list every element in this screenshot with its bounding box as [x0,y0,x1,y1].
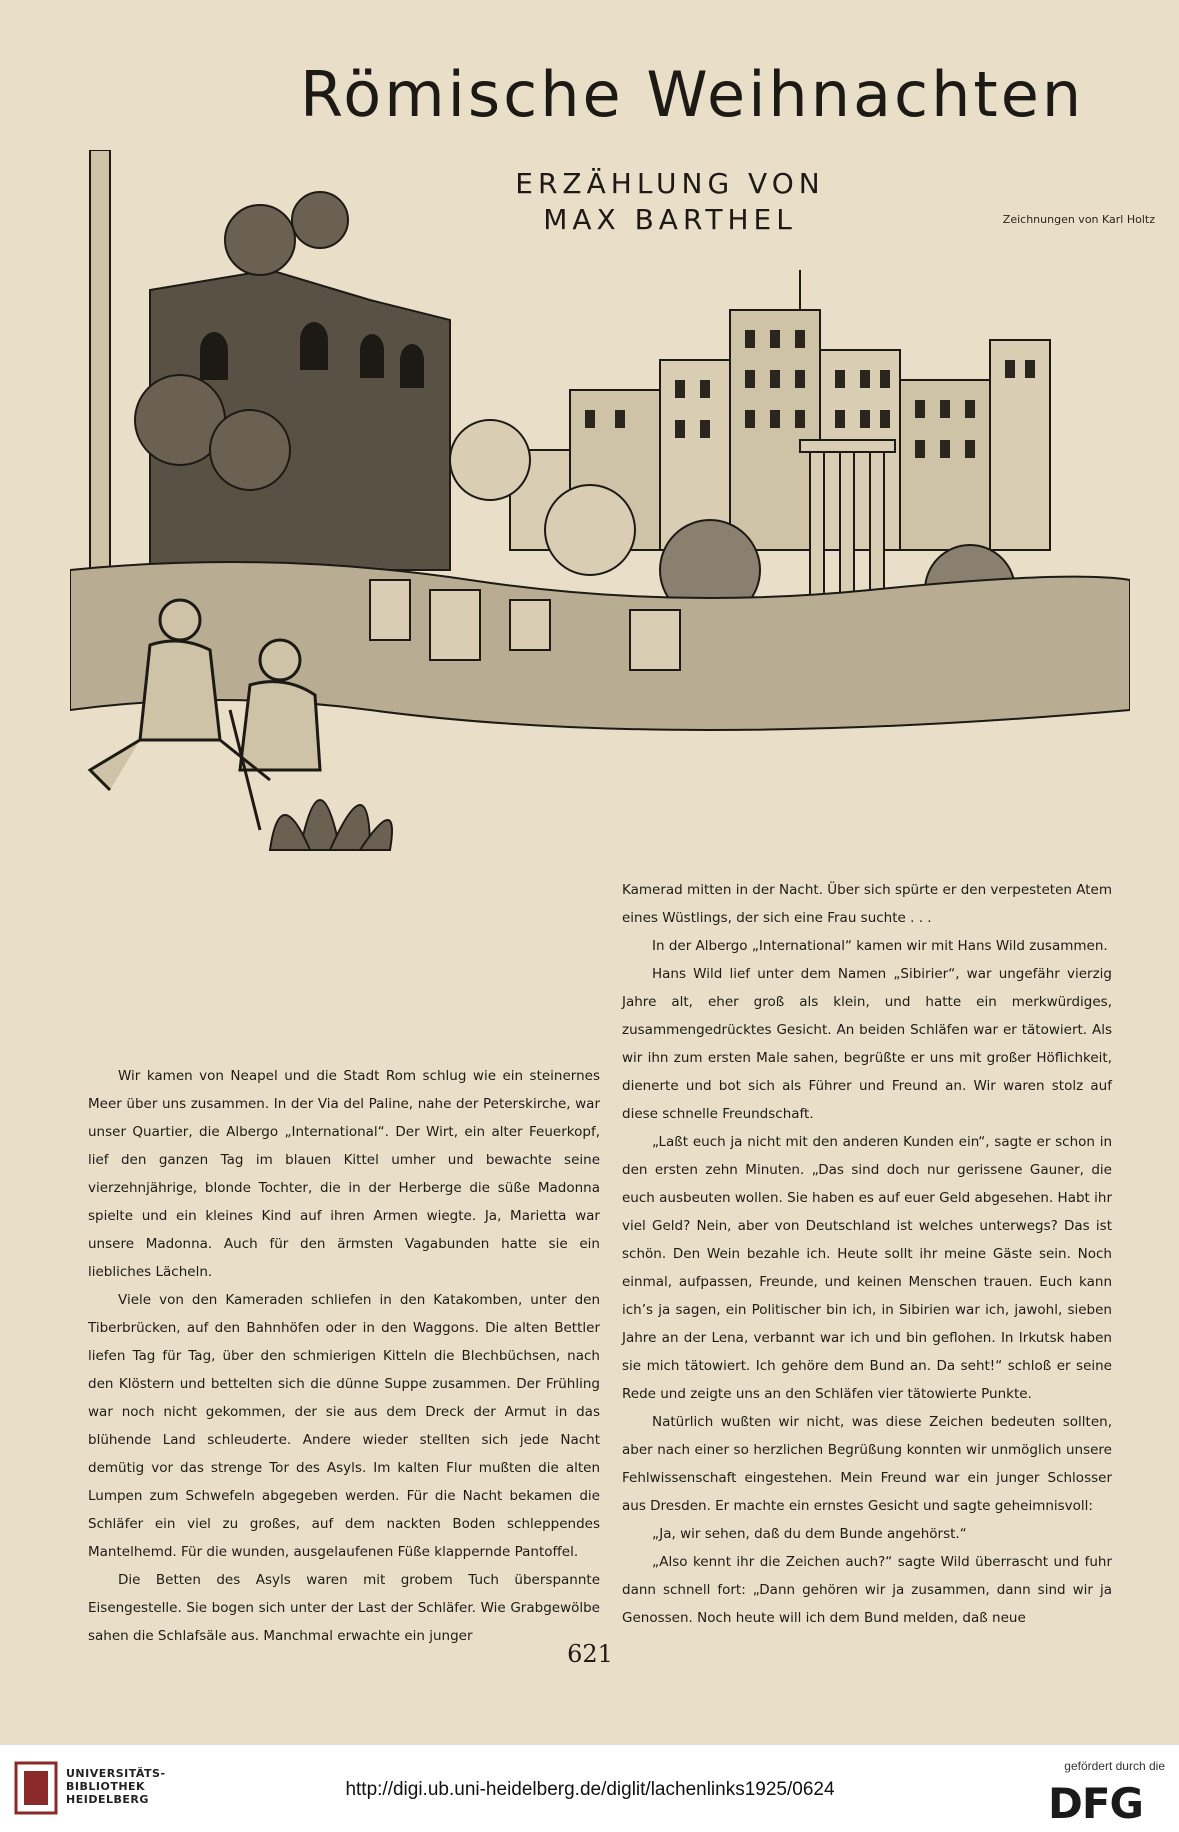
paragraph: „Ja, wir sehen, daß du dem Bunde angehörst.“ [652,1526,967,1542]
paragraph: Kamerad mitten in der Nacht. Über sich spürte er den verpesteten Atem eines Wüstlings, der sich eine Frau suchte . . . [622,882,1112,926]
illustration-credit: Zeichnungen von Karl Holtz [1002,213,1155,226]
viewer-footer [0,1744,1179,1832]
page-number: 621 [567,1640,613,1668]
text-column-right [622,876,1112,1632]
paragraph: „Laßt euch ja nicht mit den anderen Kunden ein“, sagte er schon in den ersten zehn Minuten. „Das sind doch nur gerissene Gauner, die euch ausbeuten wollen. Sie haben es auf euer Geld abgesehen. Habt ihr viel Geld? Nein, aber von Deutschland ist welches unterwegs? Das ist schön. Den Wein bezahle ich. Heute sollt ihr meine Gäste sein. Noch einmal, aufpassen, Freunde, und keinen Menschen trauen. Euch kann ich’s ja sagen, ein Politischer bin ich, in Sibirien war ich, jawohl, sieben Jahre an der Lena, verbannt war ich und bin geflohen. In Irkutsk haben sie mich tätowiert. Ich gehöre dem Bund an. Da seht!“ schloß er seine Rede und zeigte uns an den Schläfen vier tätowierte Punkte. [622,1134,1112,1402]
paragraph: Die Betten des Asyls waren mit grobem Tuch überspannte Eisengestelle. Sie bogen sich unter der Last der Schläfer. Wie Grabgewölbe sahen die Schlafsäle aus. Manchmal erwachte ein junger [88,1572,600,1644]
paragraph: In der Albergo „International“ kamen wir mit Hans Wild zusammen. [652,938,1108,954]
paragraph: Viele von den Kameraden schliefen in den Katakomben, unter den Tiberbrücken, auf den Bahnhöfen oder in den Waggons. Die alten Bettler liefen Tag für Tag, über den schmierigen Kitteln die Blechbüchsen, nach den Klöstern und bettelten sich die dünne Suppe zusammen. Der Frühling war noch nicht gekommen, der sie aus dem Dreck der Armut in das blühende Land schleuderte. Andere wieder stellten sich jede Nacht demütig vor das strenge Tor des Asyls. Im kalten Flur mußten die alten Lumpen zum Schwefeln abgegeben werden. Für die Nacht bekamen die Schläfer ein viel zu großes, auf dem nackten Boden schleppendes Mantelhemd. Für die wunden, ausgelaufenen Füße klappernde Pantoffel. [88,1292,600,1560]
permalink-url[interactable]: http://digi.ub.uni-heidelberg.de/diglit/lachenlinks1925/0624 [345,1779,835,1800]
text-column-left [88,1062,600,1650]
paragraph: Wir kamen von Neapel und die Stadt Rom schlug wie ein steinernes Meer über uns zusammen. In der Via del Paline, nahe der Peterskirche, war unser Quartier, die Albergo „International“. Der Wirt, ein alter Feuerkopf, lief den ganzen Tag im blauen Kittel umher und bewachte seine vierzehnjährige, blonde Tochter, die in der Herberge die süße Madonna spielte und ein kleines Kind auf ihren Armen wiegte. Ja, Marietta war unsere Madonna. Auch für den ärmsten Vagabunden hatte sie ein liebliches Lächeln. [88,1068,600,1280]
dfg-logo: DFG [1048,1779,1144,1828]
byline-line-1: ERZÄHLUNG VON [515,167,825,200]
paragraph: Hans Wild lief unter dem Namen „Sibirier“, war ungefähr vierzig Jahre alt, eher groß als klein, und hatte ein merkwürdiges, zusammengedrücktes Gesicht. An beiden Schläfen war er tätowiert. Als wir ihn zum ersten Male sahen, begrüßte er uns mit großer Höflichkeit, dienerte und bot sich als Führer und Freund an. Wir waren stolz auf diese schnelle Freundschaft. [622,966,1112,1122]
byline-line-2: MAX BARTHEL [543,203,797,236]
article-title: Römische Weihnachten [300,58,1085,131]
paragraph: Natürlich wußten wir nicht, was diese Zeichen bedeuten sollten, aber nach einer so herzlichen Begrüßung konnten wir unmöglich unsere Fehlwissenschaft eingestehen. Mein Freund war ein junger Schlosser aus Dresden. Er machte ein ernstes Gesicht und sagte geheimnisvoll: [622,1414,1112,1514]
institution-name: UNIVERSITÄTS- BIBLIOTHEK HEIDELBERG [66,1767,166,1806]
university-seal-icon [14,1761,58,1815]
sponsor-note: gefördert durch die [1064,1759,1165,1773]
paragraph: „Also kennt ihr die Zeichen auch?“ sagte Wild überrascht und fuhr dann schnell fort: „Dann gehören wir ja zusammen, dann sind wir ja Genossen. Noch heute will ich dem Bund melden, daß neue [622,1554,1112,1626]
